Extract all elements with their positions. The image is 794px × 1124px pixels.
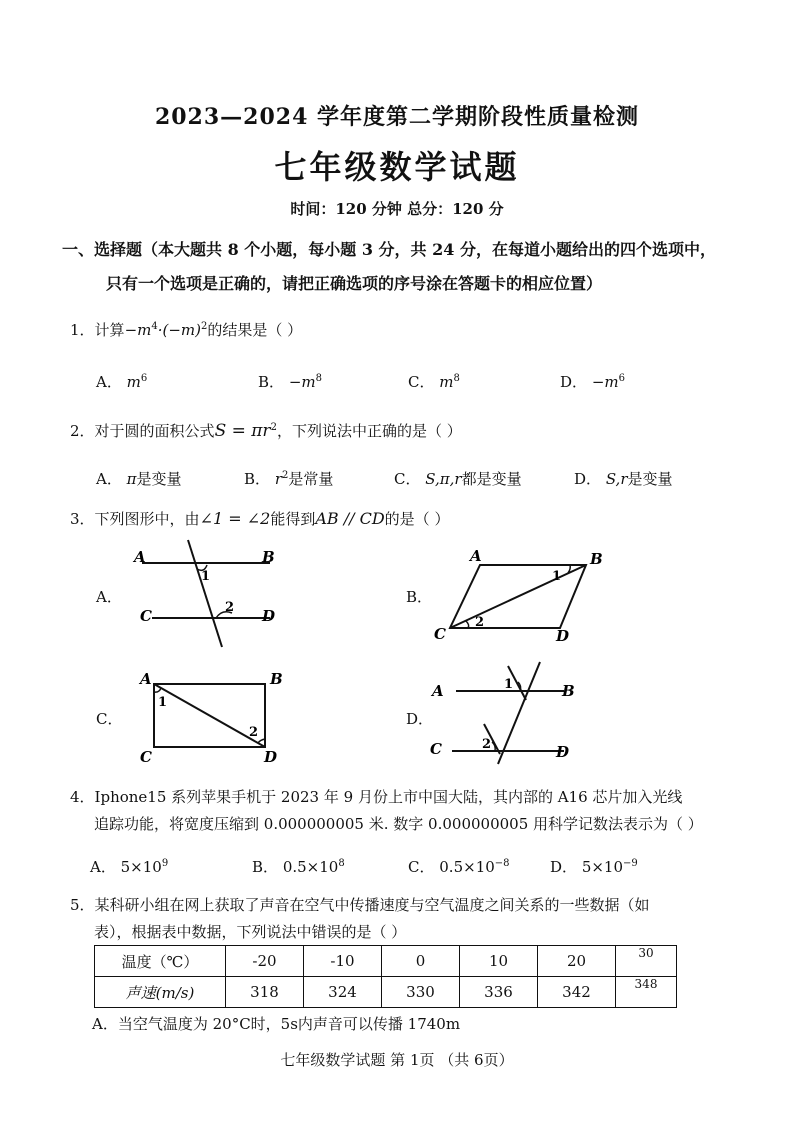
figure-c — [134, 668, 294, 768]
option-label: D． — [550, 858, 578, 876]
option-value: 0.5×10 — [439, 858, 495, 876]
option-label: B． — [258, 373, 285, 391]
question-text: 某科研小组在网上获取了声音在空气中传播速度与空气温度之间关系的一些数据（如 — [94, 896, 650, 914]
option-value: −m — [591, 373, 619, 391]
question-number: 3． — [70, 510, 95, 528]
angle-label: 1 — [158, 695, 168, 710]
option-b[interactable]: B． — [406, 588, 433, 606]
point-label: D — [556, 627, 570, 645]
option-label: D． — [574, 470, 602, 488]
option-text: 是常量 — [288, 470, 334, 488]
question-text: 计算 — [94, 321, 125, 339]
point-label: D — [264, 748, 278, 766]
angle-label: 2 — [225, 600, 235, 615]
angle-label: 1 — [201, 569, 211, 584]
option-c[interactable] — [408, 371, 460, 392]
question-5-line2: 表），根据表中数据，下列说法中错误的是（ ） — [94, 923, 407, 941]
question-text: 下列图形中，由 — [94, 510, 200, 528]
option-a[interactable]: A．当空气温度为 20°C时，5s内声音可以传播 1740m — [92, 1015, 461, 1033]
point-label: B — [262, 548, 275, 566]
table-row — [95, 946, 677, 977]
table-row — [95, 977, 677, 1008]
table-cell: -20 — [226, 946, 304, 977]
question-number: 1． — [70, 321, 95, 339]
angle-arc — [466, 621, 469, 628]
angle-arc — [258, 739, 265, 743]
section-instruction-line2: 只有一个选项是正确的，请把正确选项的序号涂在答题卡的相应位置） — [106, 274, 603, 293]
exponent: 6 — [618, 373, 625, 384]
point-label: B — [590, 550, 603, 568]
point-label: A — [140, 670, 152, 688]
option-label: C． — [408, 858, 435, 876]
exponent: 4 — [151, 321, 158, 332]
table-cell: 318 — [226, 977, 304, 1008]
figure-a — [130, 535, 290, 655]
question-number: 4． — [70, 788, 95, 806]
speed-table — [94, 945, 677, 1008]
table-cell: 30 — [616, 946, 677, 977]
option-d[interactable] — [550, 856, 638, 877]
exponent: 2 — [270, 422, 277, 433]
option-var: π — [126, 470, 137, 488]
exponent: 9 — [161, 858, 169, 869]
point-label: A — [432, 682, 444, 700]
exponent: 8 — [315, 373, 322, 384]
question-3 — [70, 508, 449, 529]
table-cell: 20 — [538, 946, 616, 977]
question-5 — [70, 894, 650, 915]
option-label: A． — [96, 373, 122, 391]
figure-d — [428, 658, 588, 768]
table-cell: 324 — [304, 977, 382, 1008]
question-text: 的是（ ） — [384, 510, 450, 528]
point-label: C — [140, 607, 152, 625]
question-text: 的结果是（ ） — [207, 321, 303, 339]
option-value: m — [439, 373, 454, 391]
point-label: C — [140, 748, 152, 766]
option-a[interactable] — [90, 856, 168, 877]
option-b[interactable] — [252, 856, 345, 877]
exponent: 2 — [281, 470, 289, 481]
option-text: 是变量 — [136, 470, 182, 488]
option-label: D． — [560, 373, 588, 391]
row-header: 温度（℃） — [95, 946, 226, 977]
point-label: B — [562, 682, 575, 700]
option-label: C． — [394, 470, 421, 488]
option-d[interactable] — [560, 371, 625, 392]
exponent: −8 — [494, 858, 510, 869]
question-text: 能得到 — [270, 510, 316, 528]
angle-label: 2 — [249, 725, 259, 740]
angle-arc — [154, 688, 161, 692]
point-label: C — [430, 740, 442, 758]
question-4 — [70, 786, 682, 807]
table-cell: 336 — [460, 977, 538, 1008]
math-term: −m — [124, 321, 152, 339]
math-term: ·(−m) — [157, 321, 201, 339]
option-c[interactable] — [394, 468, 522, 489]
formula: S = πr — [214, 421, 271, 441]
table-cell: 0 — [382, 946, 460, 977]
diagonal — [450, 565, 586, 628]
figure-b — [428, 545, 618, 645]
option-b[interactable] — [258, 371, 322, 392]
option-label: C． — [408, 373, 435, 391]
angle-label: 1 — [552, 569, 562, 584]
table-cell: 342 — [538, 977, 616, 1008]
option-var: S,π,r — [425, 470, 462, 488]
exponent: 8 — [338, 858, 345, 869]
option-value: 5×10 — [120, 858, 162, 876]
option-var: S,r — [605, 470, 628, 488]
point-label: A — [470, 547, 482, 565]
conclusion: AB // CD — [315, 509, 385, 528]
table-cell: 10 — [460, 946, 538, 977]
option-c[interactable]: C． — [96, 710, 123, 728]
condition: ∠1 = ∠2 — [199, 509, 271, 528]
option-c[interactable] — [408, 856, 510, 877]
option-value: m — [126, 373, 141, 391]
question-number: 2． — [70, 422, 95, 440]
exponent: 8 — [453, 373, 460, 384]
point-label: B — [270, 670, 283, 688]
question-4-line2: 追踪功能，将宽度压缩到 0.000000005 米. 数字 0.000000005 用科学记数法表示为（ ） — [94, 815, 703, 833]
point-label: C — [434, 625, 446, 643]
option-d[interactable]: D． — [406, 710, 434, 728]
question-number: 5． — [70, 896, 95, 914]
angle-label: 1 — [504, 677, 514, 692]
question-text: ，下列说法中正确的是（ ） — [276, 422, 462, 440]
table-cell: 348 — [616, 977, 677, 1008]
page-footer: 七年级数学试题 第 1页 （共 6页） — [280, 1051, 514, 1069]
exponent: 6 — [140, 373, 148, 384]
angle-label: 2 — [475, 615, 485, 630]
option-value: −m — [288, 373, 316, 391]
option-label: B． — [252, 858, 279, 876]
option-label: B． — [244, 470, 271, 488]
row-header: 声速(m/s) — [95, 977, 226, 1008]
option-label: A． — [96, 470, 122, 488]
option-value: 5×10 — [581, 858, 624, 876]
table-cell: 330 — [382, 977, 460, 1008]
option-text: 都是变量 — [461, 470, 522, 488]
exam-time-score: 时间：120 分钟 总分：120 分 — [290, 200, 504, 218]
option-var: r — [274, 470, 282, 488]
point-label: D — [262, 607, 276, 625]
transversal — [188, 540, 222, 647]
point-label: D — [556, 743, 570, 761]
option-d[interactable] — [574, 468, 673, 489]
question-text: 对于圆的面积公式 — [94, 422, 215, 440]
question-2 — [70, 420, 462, 441]
option-value: 0.5×10 — [282, 858, 339, 876]
option-label: A． — [90, 858, 116, 876]
angle-label: 2 — [482, 737, 492, 752]
point-label: A — [134, 548, 146, 566]
section-instruction-line1: 一、选择题（本大题共 8 个小题，每小题 3 分，共 24 分，在每道小题给出的四个选项中， — [62, 240, 716, 259]
table-cell: -10 — [304, 946, 382, 977]
option-text: 是变量 — [627, 470, 673, 488]
option-a[interactable] — [96, 371, 147, 392]
exam-title: 七年级数学试题 — [274, 148, 520, 186]
question-text: Iphone15 系列苹果手机于 2023 年 9 月份上市中国大陆，其内部的 A16 芯片加入光线 — [94, 788, 683, 806]
option-b[interactable] — [244, 468, 333, 489]
exam-header-line: 2023—2024 学年度第二学期阶段性质量检测 — [154, 104, 640, 130]
question-1 — [70, 319, 302, 340]
exponent: 2 — [201, 321, 208, 332]
exponent: −9 — [623, 858, 638, 869]
option-a[interactable]: A． — [96, 588, 122, 606]
option-a[interactable] — [96, 468, 182, 489]
